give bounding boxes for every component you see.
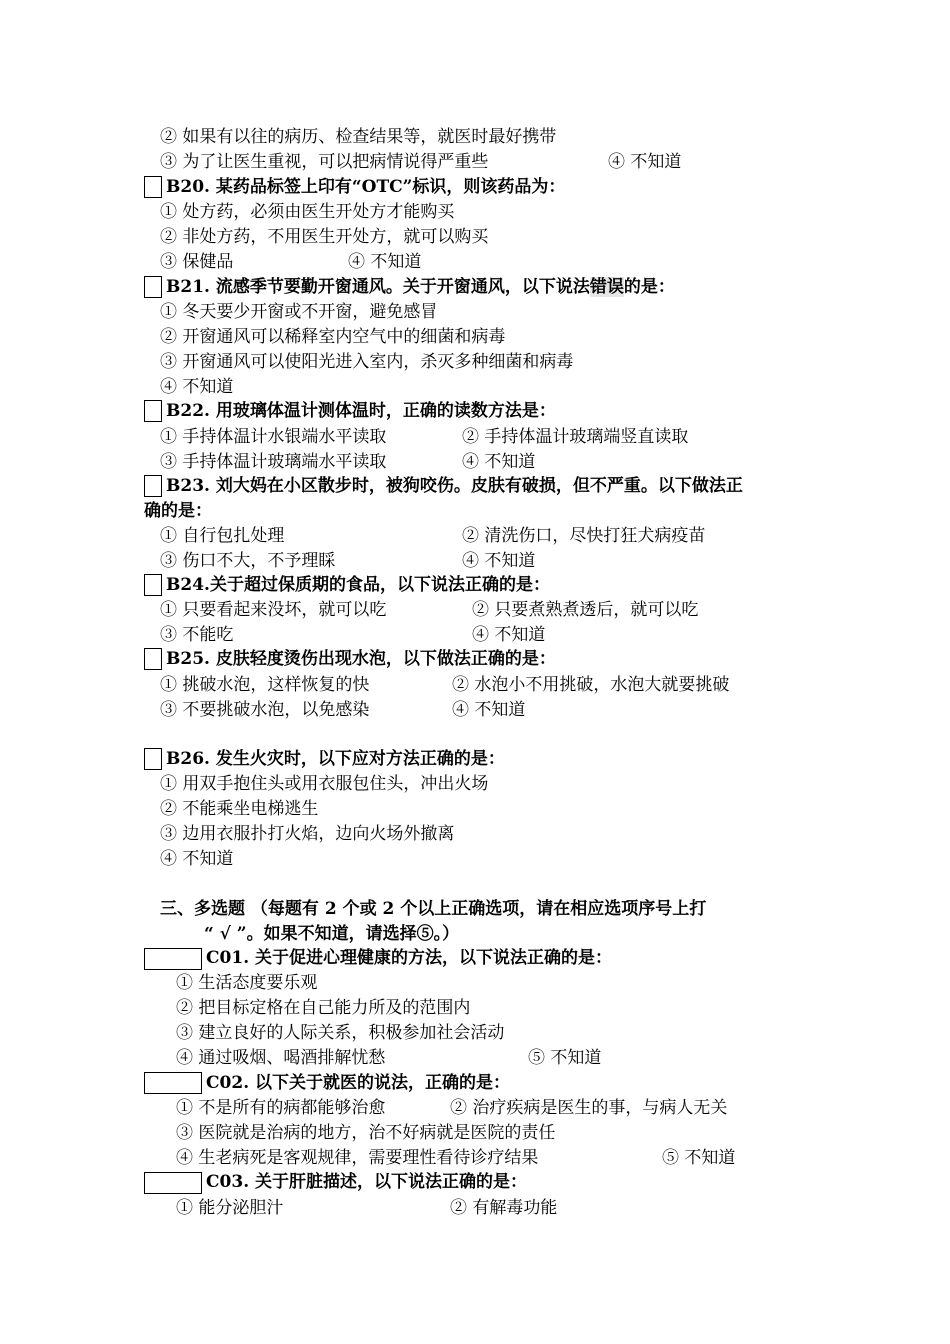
c02-option-5: ⑤ 不知道: [662, 1148, 736, 1168]
b25-option-1: ① 挑破水泡，这样恢复的快: [160, 675, 370, 695]
b21-option-2: ② 开窗通风可以稀释室内空气中的细菌和病毒: [160, 327, 506, 347]
b19-option-3: ③ 为了让医生重视，可以把病情说得严重些: [160, 152, 489, 172]
b20-question: B20. 某药品标签上印有“OTC”标识，则该药品为：: [166, 177, 566, 197]
b21-option-4: ④ 不知道: [160, 377, 234, 397]
b19-option-4: ④ 不知道: [608, 152, 682, 172]
c02-answer-box[interactable]: [144, 1072, 202, 1094]
b26-answer-box[interactable]: [144, 748, 162, 770]
b26-option-1: ① 用双手抱住头或用衣服包住头，冲出火场: [160, 774, 489, 794]
c03-option-2: ② 有解毒功能: [450, 1198, 558, 1218]
c02-option-2: ② 治疗疾病是医生的事，与病人无关: [450, 1098, 728, 1118]
b26-question: B26. 发生火灾时，以下应对方法正确的是：: [166, 749, 505, 769]
b20-answer-box[interactable]: [144, 176, 162, 198]
b22-option-4: ④ 不知道: [462, 452, 536, 472]
b23-option-4: ④ 不知道: [462, 551, 536, 571]
b24-option-1: ① 只要看起来没坏，就可以吃: [160, 600, 387, 620]
c03-question: C03. 关于肝脏描述，以下说法正确的是：: [206, 1172, 528, 1192]
b20-option-4: ④ 不知道: [348, 252, 422, 272]
b24-option-3: ③ 不能吃: [160, 625, 234, 645]
c01-option-5: ⑤ 不知道: [528, 1048, 602, 1068]
b22-option-1: ① 手持体温计水银端水平读取: [160, 427, 387, 447]
b20-option-1: ① 处方药，必须由医生开处方才能购买: [160, 202, 455, 222]
b22-question: B22. 用玻璃体温计测体温时，正确的读数方法是：: [166, 401, 556, 421]
b21-option-3: ③ 开窗通风可以使阳光进入室内，杀灭多种细菌和病毒: [160, 352, 574, 372]
b19-option-2: ② 如果有以往的病历、检查结果等，就医时最好携带: [160, 127, 557, 147]
b25-option-4: ④ 不知道: [452, 700, 526, 720]
b23-option-1: ① 自行包扎处理: [160, 526, 285, 546]
b25-option-3: ③ 不要挑破水泡，以免感染: [160, 700, 370, 720]
c01-option-3: ③ 建立良好的人际关系，积极参加社会活动: [176, 1023, 505, 1043]
c02-question: C02. 以下关于就医的说法，正确的是：: [206, 1073, 511, 1093]
b24-answer-box[interactable]: [144, 574, 162, 596]
b20-option-2: ② 非处方药，不用医生开处方，就可以购买: [160, 227, 489, 247]
b26-option-4: ④ 不知道: [160, 849, 234, 869]
c01-option-2: ② 把目标定格在自己能力所及的范围内: [176, 998, 471, 1018]
b22-option-2: ② 手持体温计玻璃端竖直读取: [462, 427, 689, 447]
b21-option-1: ① 冬天要少开窗或不开窗，避免感冒: [160, 302, 438, 322]
b25-question: B25. 皮肤轻度烫伤出现水泡，以下做法正确的是：: [166, 649, 556, 669]
c01-option-1: ① 生活态度要乐观: [176, 973, 318, 993]
b24-option-4: ④ 不知道: [472, 625, 546, 645]
section-3-heading-cont: “ √ ”。如果不知道，请选择⑤。）: [204, 924, 460, 944]
b22-answer-box[interactable]: [144, 400, 162, 422]
b23-option-3: ③ 伤口不大，不予理睬: [160, 551, 336, 571]
b26-option-3: ③ 边用衣服扑打火焰，边向火场外撤离: [160, 824, 455, 844]
c02-option-3: ③ 医院就是治病的地方，治不好病就是医院的责任: [176, 1123, 556, 1143]
b22-option-3: ③ 手持体温计玻璃端水平读取: [160, 452, 387, 472]
b26-option-2: ② 不能乘坐电梯逃生: [160, 799, 319, 819]
c02-option-4: ④ 生老病死是客观规律，需要理性看待诊疗结果: [176, 1148, 539, 1168]
b23-answer-box[interactable]: [144, 475, 162, 497]
b24-question: B24.关于超过保质期的食品，以下说法正确的是：: [166, 575, 550, 595]
section-3-heading: 三、多选题 （每题有 2 个或 2 个以上正确选项，请在相应选项序号上打: [160, 899, 707, 919]
b20-option-3: ③ 保健品: [160, 252, 234, 272]
c01-question: C01. 关于促进心理健康的方法，以下说法正确的是：: [206, 948, 613, 968]
b21-answer-box[interactable]: [144, 276, 162, 298]
b23-question-cont: 确的是：: [144, 501, 212, 521]
b25-answer-box[interactable]: [144, 648, 162, 670]
b23-option-2: ② 清洗伤口，尽快打狂犬病疫苗: [462, 526, 706, 546]
b23-question: B23. 刘大妈在小区散步时，被狗咬伤。皮肤有破损，但不严重。以下做法正: [166, 476, 743, 496]
c03-answer-box[interactable]: [144, 1172, 202, 1194]
b24-option-2: ② 只要煮熟煮透后，就可以吃: [472, 600, 699, 620]
c01-option-4: ④ 通过吸烟、喝酒排解忧愁: [176, 1048, 386, 1068]
b25-option-2: ② 水泡小不用挑破，水泡大就要挑破: [452, 675, 730, 695]
c01-answer-box[interactable]: [144, 948, 202, 970]
c03-option-1: ① 能分泌胆汁: [176, 1198, 284, 1218]
c02-option-1: ① 不是所有的病都能够治愈: [176, 1098, 386, 1118]
b21-question: B21. 流感季节要勤开窗通风。关于开窗通风，以下说法错误的是：: [166, 277, 675, 297]
